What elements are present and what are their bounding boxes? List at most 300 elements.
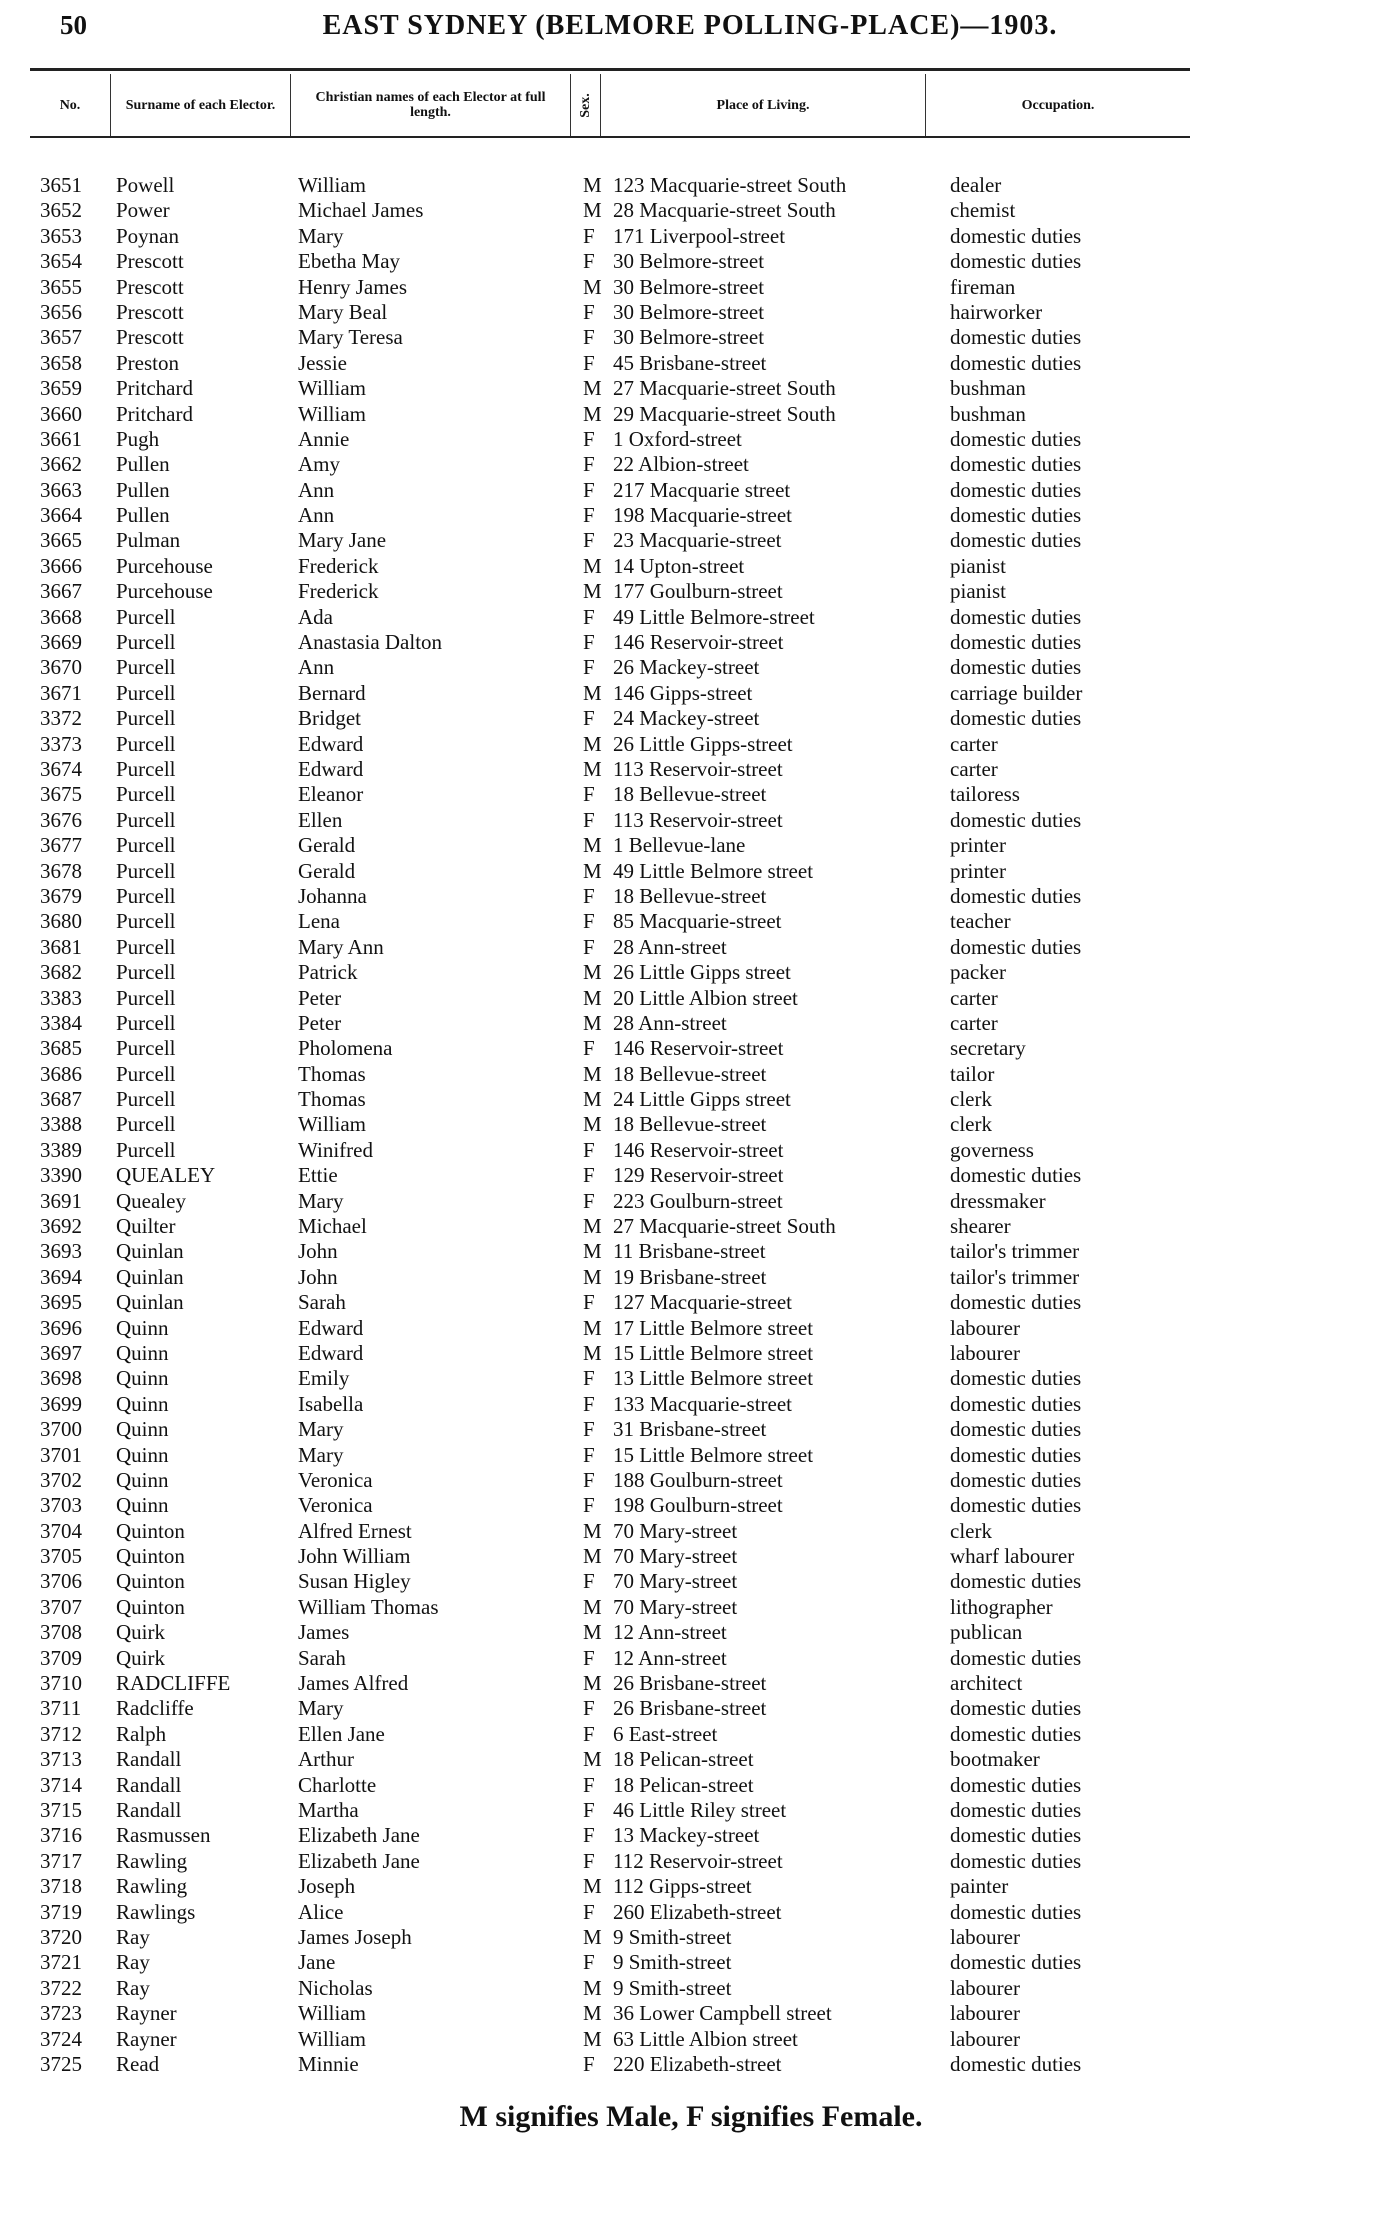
elector-christian-names: Sarah — [298, 1645, 346, 1670]
elector-number: 3677 — [40, 833, 82, 858]
table-row — [0, 2027, 1382, 2052]
elector-list — [0, 173, 1382, 2077]
elector-place-of-living: 30 Belmore-street — [613, 325, 765, 350]
elector-occupation: lithographer — [950, 1594, 1053, 1619]
elector-number: 3702 — [40, 1467, 82, 1492]
elector-surname: Purcell — [116, 1061, 176, 1086]
elector-sex: M — [583, 1594, 602, 1619]
elector-christian-names: Frederick — [298, 579, 379, 604]
elector-christian-names: Anastasia Dalton — [298, 630, 443, 655]
elector-christian-names: William — [298, 2001, 366, 2026]
table-row — [0, 1265, 1382, 1290]
elector-sex: F — [583, 350, 595, 375]
elector-christian-names: Mary Teresa — [298, 325, 403, 350]
elector-place-of-living: 30 Belmore-street — [613, 299, 765, 324]
elector-surname: Quilter — [116, 1214, 176, 1239]
header-sex-label: Sex. — [578, 92, 593, 118]
elector-sex: F — [583, 1721, 595, 1746]
elector-occupation: domestic duties — [950, 503, 1082, 528]
elector-surname: Power — [116, 198, 170, 223]
elector-number: 3706 — [40, 1569, 82, 1594]
table-row — [0, 960, 1382, 985]
elector-place-of-living: 70 Mary-street — [613, 1544, 738, 1569]
elector-number: 3652 — [40, 198, 82, 223]
table-row — [0, 427, 1382, 452]
elector-number: 3388 — [40, 1112, 82, 1137]
elector-occupation: carter — [950, 731, 998, 756]
elector-place-of-living: 12 Ann-street — [613, 1645, 727, 1670]
elector-sex: F — [583, 883, 595, 908]
table-row — [0, 376, 1382, 401]
elector-surname: Rayner — [116, 2001, 177, 2026]
header-christian-names: Christian names of each Elector at full length. — [290, 74, 570, 136]
elector-place-of-living: 18 Bellevue-street — [613, 782, 767, 807]
elector-christian-names: Mary — [298, 223, 344, 248]
table-row — [0, 986, 1382, 1011]
elector-surname: Purcell — [116, 1112, 176, 1137]
elector-occupation: pianist — [950, 579, 1006, 604]
elector-occupation: domestic duties — [950, 1696, 1082, 1721]
table-row — [0, 1569, 1382, 1594]
elector-christian-names: Joseph — [298, 1874, 356, 1899]
elector-surname: Quinton — [116, 1594, 185, 1619]
elector-number: 3674 — [40, 756, 82, 781]
elector-surname: Prescott — [116, 325, 184, 350]
elector-surname: Prescott — [116, 299, 184, 324]
elector-sex: M — [583, 376, 602, 401]
elector-place-of-living: 133 Macquarie-street — [613, 1391, 793, 1416]
elector-surname: Quinton — [116, 1569, 185, 1594]
elector-surname: Radcliffe — [116, 1696, 194, 1721]
elector-place-of-living: 127 Macquarie-street — [613, 1290, 793, 1315]
table-row — [0, 833, 1382, 858]
elector-number: 3662 — [40, 452, 82, 477]
elector-christian-names: Edward — [298, 756, 364, 781]
elector-surname: Powell — [116, 173, 175, 197]
elector-occupation: domestic duties — [950, 1163, 1082, 1188]
elector-sex: F — [583, 782, 595, 807]
elector-number: 3691 — [40, 1188, 82, 1213]
elector-sex: M — [583, 756, 602, 781]
elector-christian-names: Bernard — [298, 680, 366, 705]
elector-occupation: domestic duties — [950, 655, 1082, 680]
elector-sex: F — [583, 223, 595, 248]
elector-occupation: domestic duties — [950, 1721, 1082, 1746]
elector-place-of-living: 177 Goulburn-street — [613, 579, 783, 604]
elector-occupation: domestic duties — [950, 325, 1082, 350]
elector-sex: F — [583, 503, 595, 528]
elector-surname: Prescott — [116, 274, 184, 299]
elector-sex: M — [583, 1975, 602, 2000]
elector-number: 3669 — [40, 630, 82, 655]
elector-sex: M — [583, 1544, 602, 1569]
table-row — [0, 198, 1382, 223]
elector-sex: F — [583, 1467, 595, 1492]
elector-christian-names: Mary — [298, 1442, 344, 1467]
elector-place-of-living: 146 Reservoir-street — [613, 630, 784, 655]
elector-sex: F — [583, 706, 595, 731]
table-row — [0, 2001, 1382, 2026]
elector-place-of-living: 70 Mary-street — [613, 1594, 738, 1619]
elector-christian-names: Susan Higley — [298, 1569, 411, 1594]
elector-number: 3373 — [40, 731, 82, 756]
elector-sex: M — [583, 985, 602, 1010]
elector-christian-names: Elizabeth Jane — [298, 1848, 420, 1873]
elector-place-of-living: 49 Little Belmore street — [613, 858, 814, 883]
elector-christian-names: Gerald — [298, 833, 356, 858]
elector-number: 3712 — [40, 1721, 82, 1746]
elector-occupation: domestic duties — [950, 528, 1082, 553]
elector-number: 3723 — [40, 2001, 82, 2026]
elector-sex: M — [583, 173, 602, 197]
elector-surname: Ray — [116, 1924, 150, 1949]
elector-occupation: labourer — [950, 1924, 1020, 1949]
elector-place-of-living: 11 Brisbane-street — [613, 1239, 766, 1264]
elector-occupation: domestic duties — [950, 1391, 1082, 1416]
elector-surname: Purcell — [116, 731, 176, 756]
elector-place-of-living: 70 Mary-street — [613, 1518, 738, 1543]
elector-christian-names: Arthur — [298, 1747, 354, 1772]
elector-occupation: tailor — [950, 1061, 995, 1086]
elector-sex: F — [583, 630, 595, 655]
elector-occupation: domestic duties — [950, 630, 1082, 655]
elector-surname: Pulman — [116, 528, 181, 553]
elector-surname: Quinn — [116, 1391, 169, 1416]
elector-sex: F — [583, 426, 595, 451]
table-row — [0, 1544, 1382, 1569]
elector-sex: F — [583, 807, 595, 832]
elector-sex: M — [583, 1087, 602, 1112]
table-row — [0, 325, 1382, 350]
elector-occupation: domestic duties — [950, 1645, 1082, 1670]
elector-sex: F — [583, 1163, 595, 1188]
elector-number: 3720 — [40, 1924, 82, 1949]
elector-place-of-living: 146 Gipps-street — [613, 680, 753, 705]
elector-number: 3713 — [40, 1747, 82, 1772]
elector-number: 3704 — [40, 1518, 82, 1543]
elector-christian-names: William — [298, 1112, 366, 1137]
elector-occupation: secretary — [950, 1036, 1026, 1061]
table-row — [0, 528, 1382, 553]
elector-place-of-living: 1 Oxford-street — [613, 426, 742, 451]
elector-surname: Quinn — [116, 1493, 169, 1518]
elector-place-of-living: 223 Goulburn-street — [613, 1188, 783, 1213]
elector-place-of-living: 63 Little Albion street — [613, 2026, 798, 2051]
elector-number: 3384 — [40, 1010, 82, 1035]
elector-number: 3697 — [40, 1340, 82, 1365]
elector-occupation: domestic duties — [950, 1798, 1082, 1822]
elector-christian-names: Mary — [298, 1417, 344, 1442]
elector-surname: Pritchard — [116, 401, 193, 426]
elector-sex: F — [583, 1569, 595, 1594]
elector-place-of-living: 217 Macquarie street — [613, 477, 791, 502]
elector-number: 3711 — [40, 1696, 82, 1721]
elector-place-of-living: 9 Smith-street — [613, 1950, 732, 1975]
elector-occupation: teacher — [950, 909, 1011, 934]
elector-sex: M — [583, 1264, 602, 1289]
elector-occupation: bootmaker — [950, 1747, 1040, 1772]
elector-christian-names: Edward — [298, 1340, 364, 1365]
elector-surname: Quinlan — [116, 1290, 184, 1315]
table-row — [0, 1443, 1382, 1468]
elector-christian-names: Charlotte — [298, 1772, 377, 1797]
elector-christian-names: James Alfred — [298, 1671, 409, 1696]
elector-christian-names: Amy — [298, 452, 340, 477]
elector-number: 3655 — [40, 274, 82, 299]
table-row — [0, 859, 1382, 884]
header-number: No. — [59, 97, 81, 113]
elector-occupation: domestic duties — [950, 604, 1082, 629]
table-row — [0, 1925, 1382, 1950]
elector-surname: Randall — [116, 1747, 182, 1772]
elector-number: 3383 — [40, 985, 82, 1010]
elector-surname: Purcell — [116, 807, 176, 832]
elector-sex: F — [583, 1366, 595, 1391]
elector-sex: F — [583, 1493, 595, 1518]
table-row — [0, 757, 1382, 782]
elector-number: 3698 — [40, 1366, 82, 1391]
elector-occupation: publican — [950, 1620, 1023, 1645]
elector-surname: Quinn — [116, 1366, 169, 1391]
elector-occupation: bushman — [950, 401, 1026, 426]
elector-christian-names: Eleanor — [298, 782, 364, 807]
elector-christian-names: Lena — [298, 909, 340, 934]
elector-occupation: labourer — [950, 2026, 1020, 2051]
elector-place-of-living: 31 Brisbane-street — [613, 1417, 767, 1442]
elector-number: 3682 — [40, 960, 82, 985]
elector-number: 3709 — [40, 1645, 82, 1670]
elector-place-of-living: 22 Albion-street — [613, 452, 749, 477]
table-row — [0, 1316, 1382, 1341]
elector-occupation: domestic duties — [950, 1950, 1082, 1975]
elector-sex: F — [583, 1772, 595, 1797]
elector-sex: F — [583, 299, 595, 324]
elector-place-of-living: 18 Bellevue-street — [613, 1061, 767, 1086]
header-occupation: Occupation. — [925, 74, 1190, 136]
table-row — [0, 1189, 1382, 1214]
elector-surname: Preston — [116, 350, 179, 375]
elector-sex: M — [583, 553, 602, 578]
elector-surname: Pullen — [116, 477, 170, 502]
table-row — [0, 1849, 1382, 1874]
elector-place-of-living: 146 Reservoir-street — [613, 1137, 784, 1162]
elector-surname: RADCLIFFE — [116, 1671, 231, 1696]
elector-christian-names: Alfred Ernest — [298, 1518, 412, 1543]
elector-place-of-living: 260 Elizabeth-street — [613, 1899, 782, 1924]
elector-occupation: chemist — [950, 198, 1016, 223]
elector-surname: Quinn — [116, 1417, 169, 1442]
elector-christian-names: Mary Jane — [298, 528, 387, 553]
elector-occupation: clerk — [950, 1112, 992, 1137]
elector-sex: M — [583, 1747, 602, 1772]
elector-christian-names: Gerald — [298, 858, 356, 883]
elector-surname: Purcell — [116, 604, 176, 629]
elector-sex: F — [583, 1696, 595, 1721]
elector-christian-names: Elizabeth Jane — [298, 1823, 420, 1848]
elector-christian-names: Thomas — [298, 1087, 366, 1112]
elector-sex: M — [583, 833, 602, 858]
elector-place-of-living: 129 Reservoir-street — [613, 1163, 784, 1188]
elector-occupation: printer — [950, 833, 1006, 858]
elector-sex: M — [583, 2001, 602, 2026]
table-row — [0, 351, 1382, 376]
table-row — [0, 579, 1382, 604]
elector-sex: F — [583, 1137, 595, 1162]
table-row — [0, 1773, 1382, 1798]
elector-number: 3389 — [40, 1137, 82, 1162]
elector-place-of-living: 45 Brisbane-street — [613, 350, 767, 375]
table-row — [0, 478, 1382, 503]
elector-surname: Purcell — [116, 934, 176, 959]
table-row — [0, 224, 1382, 249]
elector-christian-names: John — [298, 1264, 338, 1289]
elector-christian-names: Henry James — [298, 274, 408, 299]
elector-place-of-living: 36 Lower Campbell street — [613, 2001, 832, 2026]
elector-number: 3724 — [40, 2026, 82, 2051]
elector-surname: Purcell — [116, 1036, 176, 1061]
elector-sex: F — [583, 2051, 595, 2076]
elector-sex: M — [583, 1340, 602, 1365]
elector-surname: Rayner — [116, 2026, 177, 2051]
elector-surname: Read — [116, 2051, 160, 2076]
table-row — [0, 1112, 1382, 1137]
elector-number: 3685 — [40, 1036, 82, 1061]
table-row — [0, 655, 1382, 680]
elector-sex: F — [583, 477, 595, 502]
table-row — [0, 782, 1382, 807]
elector-surname: Purcell — [116, 1137, 176, 1162]
elector-place-of-living: 49 Little Belmore-street — [613, 604, 815, 629]
elector-christian-names: Minnie — [298, 2051, 359, 2076]
elector-number: 3665 — [40, 528, 82, 553]
elector-sex: F — [583, 1798, 595, 1822]
elector-christian-names: Ann — [298, 477, 335, 502]
elector-sex: M — [583, 198, 602, 223]
elector-number: 3664 — [40, 503, 82, 528]
page-title: EAST SYDNEY (BELMORE POLLING-PLACE)—1903. — [322, 10, 1058, 41]
elector-number: 3666 — [40, 553, 82, 578]
elector-number: 3700 — [40, 1417, 82, 1442]
elector-place-of-living: 28 Macquarie-street South — [613, 198, 836, 223]
elector-christian-names: Veronica — [298, 1493, 373, 1518]
elector-occupation: domestic duties — [950, 883, 1082, 908]
elector-christian-names: Ellen — [298, 807, 343, 832]
table-row — [0, 706, 1382, 731]
table-row — [0, 1163, 1382, 1188]
elector-number: 3707 — [40, 1594, 82, 1619]
elector-occupation: domestic duties — [950, 1366, 1082, 1391]
elector-occupation: domestic duties — [950, 1823, 1082, 1848]
elector-occupation: architect — [950, 1671, 1023, 1696]
elector-christian-names: Veronica — [298, 1467, 373, 1492]
elector-surname: Randall — [116, 1798, 182, 1822]
elector-place-of-living: 220 Elizabeth-street — [613, 2051, 782, 2076]
elector-surname: Purcell — [116, 782, 176, 807]
elector-place-of-living: 188 Goulburn-street — [613, 1467, 783, 1492]
elector-christian-names: Jessie — [298, 350, 347, 375]
elector-sex: M — [583, 858, 602, 883]
elector-number: 3658 — [40, 350, 82, 375]
elector-occupation: tailoress — [950, 782, 1020, 807]
table-row — [0, 1747, 1382, 1772]
elector-number: 3668 — [40, 604, 82, 629]
elector-number: 3372 — [40, 706, 82, 731]
page-number: 50 — [60, 10, 87, 40]
elector-christian-names: Ellen Jane — [298, 1721, 385, 1746]
elector-christian-names: Frederick — [298, 553, 379, 578]
elector-christian-names: Ettie — [298, 1163, 338, 1188]
elector-sex: M — [583, 680, 602, 705]
elector-christian-names: William — [298, 401, 366, 426]
elector-occupation: bushman — [950, 376, 1026, 401]
elector-number: 3715 — [40, 1798, 82, 1822]
elector-occupation: painter — [950, 1874, 1009, 1899]
elector-surname: Purcell — [116, 858, 176, 883]
elector-place-of-living: 9 Smith-street — [613, 1924, 732, 1949]
elector-number: 3656 — [40, 299, 82, 324]
elector-number: 3721 — [40, 1950, 82, 1975]
table-row — [0, 1062, 1382, 1087]
elector-number: 3694 — [40, 1264, 82, 1289]
elector-surname: Quinn — [116, 1340, 169, 1365]
elector-occupation: domestic duties — [950, 1442, 1082, 1467]
elector-place-of-living: 113 Reservoir-street — [613, 756, 783, 781]
elector-number: 3651 — [40, 173, 82, 197]
elector-place-of-living: 171 Liverpool-street — [613, 223, 786, 248]
table-row — [0, 1036, 1382, 1061]
elector-surname: Poynan — [116, 223, 179, 248]
elector-occupation: domestic duties — [950, 1290, 1082, 1315]
elector-occupation: tailor's trimmer — [950, 1264, 1080, 1289]
elector-surname: Purcell — [116, 909, 176, 934]
elector-occupation: fireman — [950, 274, 1016, 299]
elector-sex: M — [583, 2026, 602, 2051]
table-row — [0, 1595, 1382, 1620]
elector-sex: F — [583, 452, 595, 477]
elector-sex: M — [583, 1112, 602, 1137]
elector-number: 3696 — [40, 1315, 82, 1340]
elector-place-of-living: 24 Little Gipps street — [613, 1087, 791, 1112]
elector-place-of-living: 27 Macquarie-street South — [613, 1214, 836, 1239]
elector-surname: Purcell — [116, 833, 176, 858]
table-row — [0, 1366, 1382, 1391]
elector-christian-names: William — [298, 376, 366, 401]
elector-occupation: labourer — [950, 1340, 1020, 1365]
elector-place-of-living: 26 Little Gipps-street — [613, 731, 793, 756]
elector-occupation: carter — [950, 1010, 998, 1035]
elector-sex: F — [583, 1848, 595, 1873]
elector-number: 3390 — [40, 1163, 82, 1188]
elector-occupation: domestic duties — [950, 2051, 1082, 2076]
elector-occupation: domestic duties — [950, 1493, 1082, 1518]
elector-place-of-living: 30 Belmore-street — [613, 249, 765, 274]
table-row — [0, 1519, 1382, 1544]
elector-place-of-living: 14 Upton-street — [613, 553, 745, 578]
elector-sex: F — [583, 1899, 595, 1924]
elector-surname: Quinlan — [116, 1239, 184, 1264]
elector-sex: F — [583, 1188, 595, 1213]
elector-christian-names: Michael — [298, 1214, 367, 1239]
elector-sex: M — [583, 401, 602, 426]
table-row — [0, 1722, 1382, 1747]
elector-surname: Purcell — [116, 655, 176, 680]
elector-occupation: domestic duties — [950, 426, 1082, 451]
elector-occupation: domestic duties — [950, 1569, 1082, 1594]
table-row — [0, 605, 1382, 630]
elector-surname: Purcell — [116, 883, 176, 908]
table-row — [0, 1900, 1382, 1925]
elector-place-of-living: 13 Little Belmore street — [613, 1366, 814, 1391]
